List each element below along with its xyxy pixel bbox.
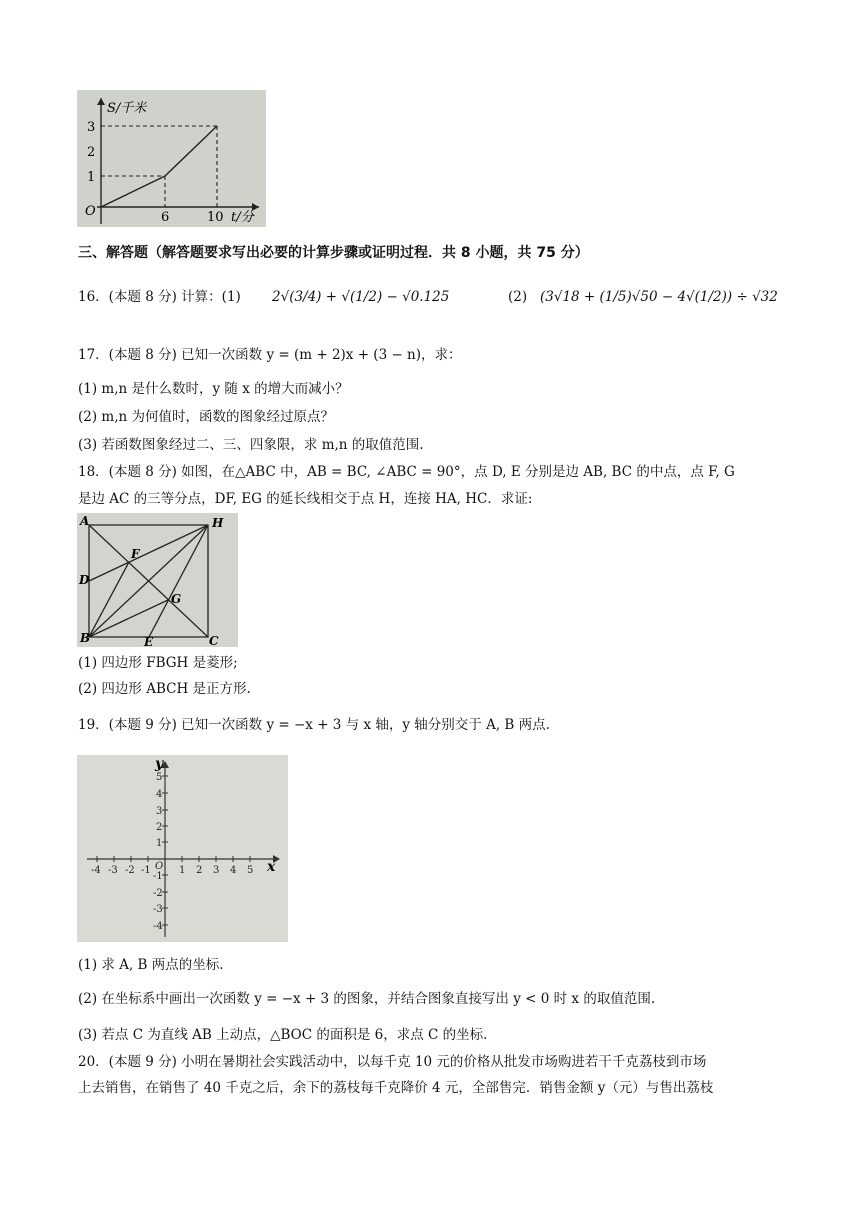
x-axis-label: t/分: [231, 210, 254, 225]
q16-expression-1: 2√(3/4) + √(1/2) − √0.125: [272, 289, 450, 305]
x-tick: 6: [161, 210, 170, 225]
square-diagram: [77, 513, 238, 647]
y-tick: 2: [156, 822, 163, 833]
section-3-title: 三、解答题（解答题要求写出必要的计算步骤或证明过程．共 8 小题，共 75 分）: [78, 245, 589, 261]
line-BF: [89, 562, 129, 637]
q20-line-2: 上去销售，在销售了 40 千克之后，余下的荔枝每千克降价 4 元，全部售完．销售金额 y（元）与售出荔枝: [78, 1080, 714, 1096]
q18-part-1: (1) 四边形 FBGH 是菱形;: [78, 655, 238, 671]
label-H: H: [212, 516, 224, 530]
origin-label: O: [155, 861, 164, 872]
q18-stem-line-1: 18．(本题 8 分) 如图，在△ABC 中，AB = BC, ∠ABC = 90°，点 D, E 分别是边 AB, BC 的中点，点 F, G: [78, 464, 735, 480]
label-A: A: [80, 514, 90, 528]
y-tick: -4: [153, 921, 163, 932]
q20-line-1: 20．(本题 9 分) 小明在暑期社会实践活动中，以每千克 10 元的价格从批发市场购进若干千克荔枝到市场: [78, 1054, 707, 1070]
coordinate-grid-figure: [77, 755, 288, 942]
q19-stem: 19．(本题 9 分) 已知一次函数 y = −x + 3 与 x 轴，y 轴分别交于 A, B 两点.: [78, 717, 550, 733]
square-figure: [77, 513, 238, 647]
origin-label: O: [85, 204, 96, 219]
x-tick: -4: [91, 865, 101, 876]
coordinate-axes: [77, 755, 288, 942]
y-tick: 2: [87, 145, 96, 160]
q17-part-3: (3) 若函数图象经过二、三、四象限，求 m,n 的取值范围.: [78, 437, 424, 453]
q19-part-1: (1) 求 A, B 两点的坐标.: [78, 957, 224, 973]
q17-part-2: (2) m,n 为何值时，函数的图象经过原点？: [78, 409, 334, 425]
y-axis-label: y: [155, 756, 164, 772]
line-BG: [89, 600, 168, 637]
label-F: F: [131, 547, 140, 561]
x-tick: 3: [213, 865, 220, 876]
y-tick: -3: [153, 904, 163, 915]
distance-time-figure: [77, 90, 266, 227]
x-tick: -1: [141, 865, 151, 876]
y-tick: -1: [153, 871, 163, 882]
label-D: D: [79, 573, 90, 587]
x-tick: -2: [125, 865, 135, 876]
y-tick: 4: [156, 789, 163, 800]
y-tick: -2: [153, 888, 163, 899]
x-tick: -3: [108, 865, 118, 876]
q19-part-3: (3) 若点 C 为直线 AB 上动点，△BOC 的面积是 6，求点 C 的坐标.: [78, 1027, 488, 1043]
y-tick: 3: [87, 120, 96, 135]
x-tick: 4: [230, 865, 237, 876]
distance-time-graph: [77, 90, 266, 227]
x-tick: 1: [179, 865, 186, 876]
distance-line: [101, 126, 217, 207]
line-DH: [89, 525, 208, 581]
y-axis-label: S/千米: [107, 101, 147, 116]
q16-part-2-label: (2): [508, 289, 528, 305]
x-axis-label: x: [267, 859, 276, 875]
y-tick: 3: [156, 806, 163, 817]
y-tick: 5: [156, 772, 163, 783]
q19-part-2: (2) 在坐标系中画出一次函数 y = −x + 3 的图象，并结合图象直接写出 y < 0 时 x 的取值范围.: [78, 991, 656, 1007]
label-G: G: [171, 592, 182, 606]
x-tick: 10: [207, 210, 224, 225]
q18-part-2: (2) 四边形 ABCH 是正方形.: [78, 681, 251, 697]
q16-expression-2: (3√18 + (1/5)√50 − 4√(1/2)) ÷ √32: [540, 289, 778, 305]
label-B: B: [80, 631, 91, 645]
label-E: E: [144, 635, 154, 647]
q17-stem: 17．(本题 8 分) 已知一次函数 y = (m + 2)x + (3 − n)，求：: [78, 347, 462, 363]
y-tick: 1: [87, 170, 96, 185]
x-tick: 2: [196, 865, 203, 876]
q16-lead: 16．(本题 8 分) 计算：(1): [78, 289, 241, 305]
label-C: C: [209, 634, 219, 647]
q18-stem-line-2: 是边 AC 的三等分点，DF, EG 的延长线相交于点 H，连接 HA, HC．求证:: [78, 491, 533, 507]
x-tick: 5: [247, 865, 254, 876]
line-EH: [149, 525, 208, 637]
y-tick: 1: [156, 838, 163, 849]
q17-part-1: (1) m,n 是什么数时，y 随 x 的增大而减小？: [78, 381, 349, 397]
